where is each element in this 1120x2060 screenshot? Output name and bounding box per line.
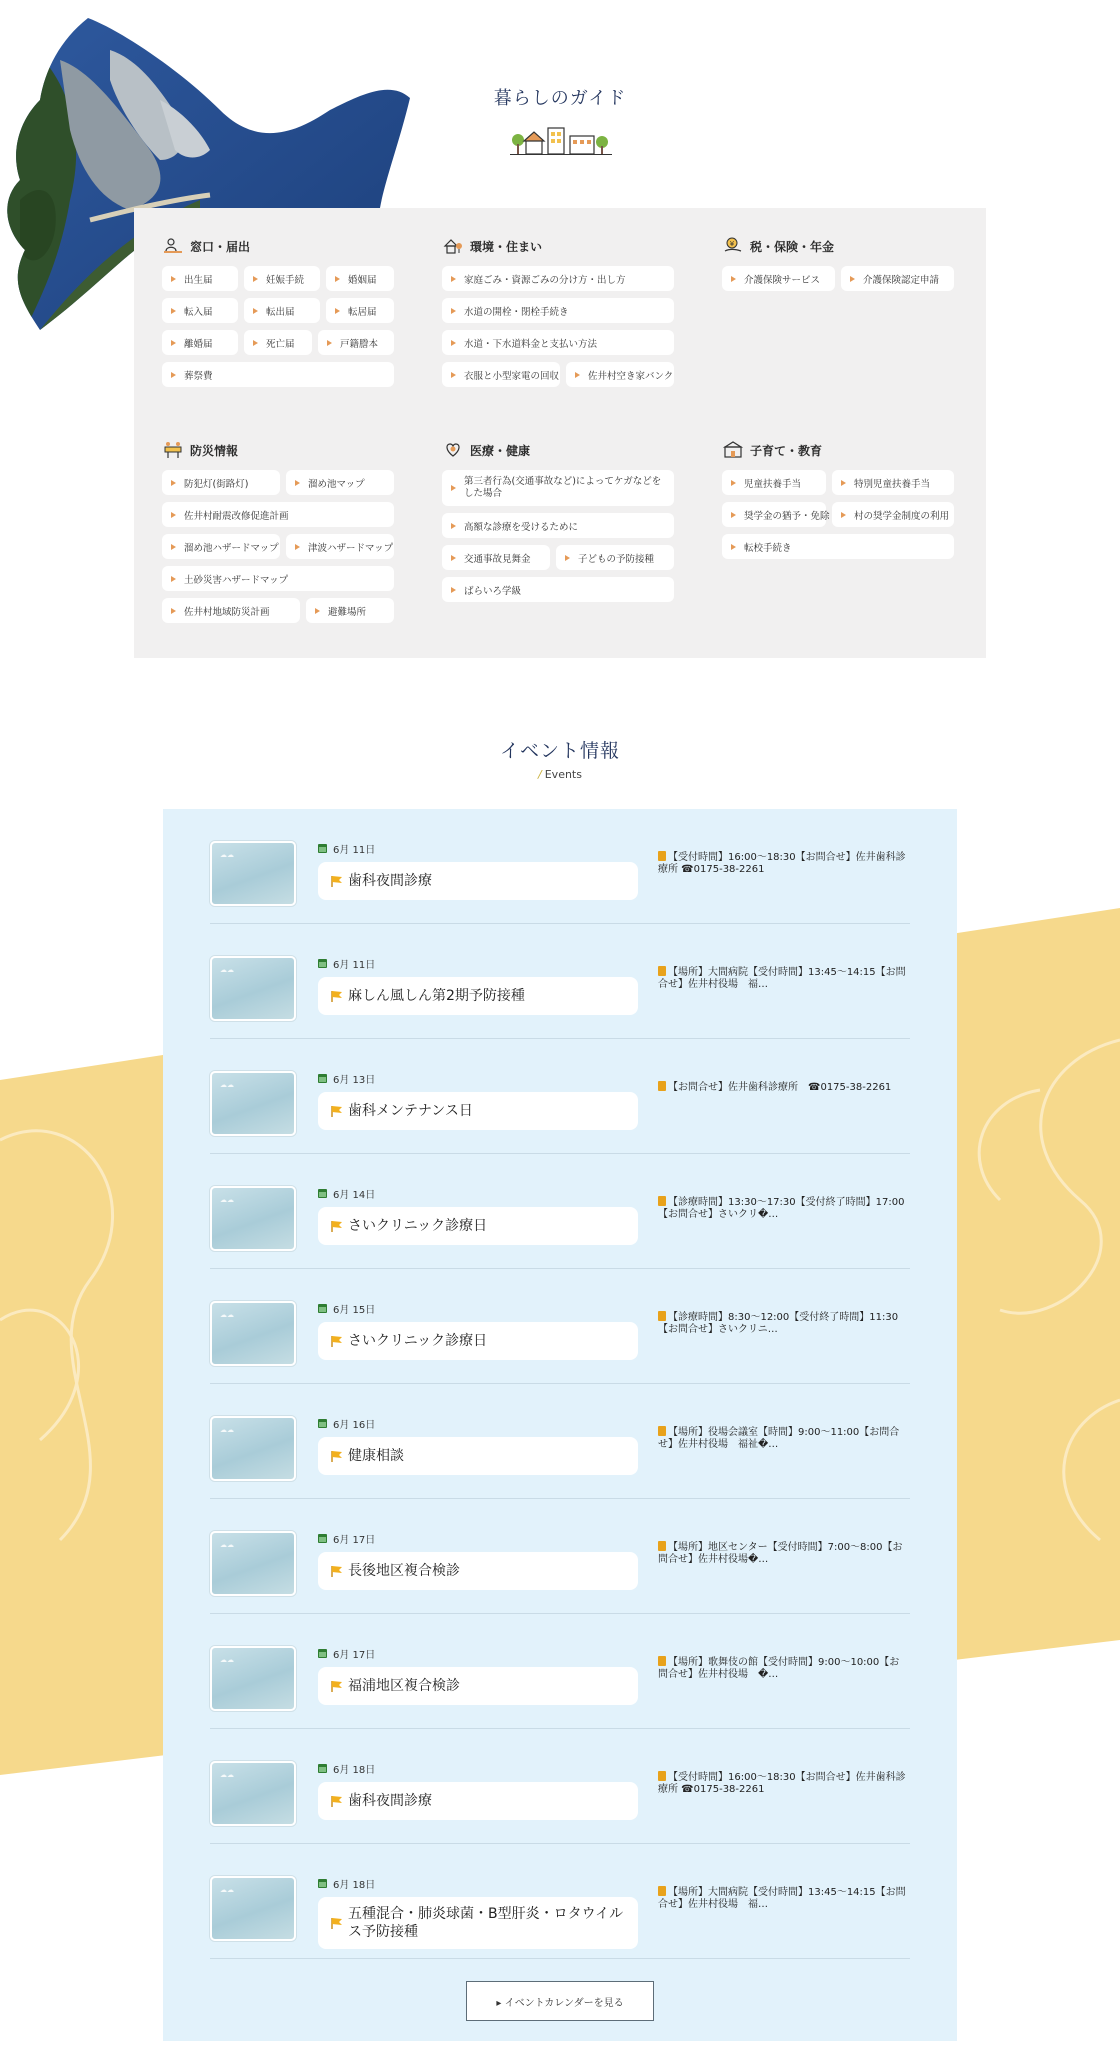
event-thumbnail-logo: ☁☁ (220, 966, 234, 974)
town-buildings-icon (510, 124, 612, 156)
event-description: 【場所】役場会議室【時間】9:00～11:00【お問合せ】佐井村役場 福祉�… (658, 1427, 900, 1450)
event-name[interactable]: 歯科メンテナンス日 (348, 1103, 473, 1119)
category-title: 医療・健康 (470, 443, 531, 458)
event-thumbnail-logo: ☁☁ (220, 1771, 234, 1779)
event-description: 【場所】歌舞伎の館【受付時間】9:00～10:00【お問合せ】佐井村役場 �… (658, 1657, 900, 1680)
event-card[interactable] (318, 1667, 638, 1705)
event-date: 6月 17日 (333, 1535, 376, 1546)
event-card[interactable] (318, 1552, 638, 1590)
event-thumbnail-logo: ☁☁ (220, 851, 234, 859)
category-window (162, 232, 394, 387)
event-card[interactable] (318, 862, 638, 900)
event-thumbnail (210, 1761, 296, 1826)
event-thumbnail (210, 956, 296, 1021)
guide-link[interactable]: 津波ハザードマップ (286, 534, 394, 559)
flag-icon (330, 989, 344, 1003)
event-row[interactable] (210, 1614, 910, 1729)
guide-title: 暮らしのガイド (493, 88, 627, 109)
guide-link[interactable]: 水道・下水道料金と支払い方法 (442, 330, 674, 355)
calendar-icon (318, 959, 327, 968)
category-environment (442, 232, 674, 387)
event-thumbnail-logo: ☁☁ (220, 1196, 234, 1204)
guide-link[interactable]: 佐井村空き家バンク (566, 362, 674, 387)
category-tax (722, 232, 954, 291)
guide-link[interactable]: 奨学金の猶予・免除 (722, 502, 826, 527)
event-name[interactable]: 麻しん風しん第2期予防接種 (348, 988, 525, 1004)
event-row[interactable] (210, 1039, 910, 1154)
event-description: 【場所】地区センター【受付時間】7:00～8:00【お問合せ】佐井村役場�… (658, 1542, 903, 1565)
guide-link[interactable]: 交通事故見舞金 (442, 545, 550, 570)
event-thumbnail (210, 1531, 296, 1596)
memo-icon (658, 1426, 666, 1436)
event-row[interactable] (210, 1154, 910, 1269)
flag-icon (330, 1449, 344, 1463)
category-title: 防災情報 (190, 443, 239, 458)
guide-link[interactable]: 死亡届 (244, 330, 312, 355)
guide-link[interactable]: 妊娠手続 (244, 266, 320, 291)
yen-hand-icon (722, 235, 744, 257)
event-description: 【診療時間】13:30～17:30【受付終了時間】17:00【お問合せ】さいクリ�… (658, 1197, 905, 1220)
event-thumbnail (210, 1416, 296, 1481)
event-thumbnail-logo: ☁☁ (220, 1081, 234, 1089)
guide-link[interactable]: 佐井村地域防災計画 (162, 598, 300, 623)
event-card[interactable] (318, 1092, 638, 1130)
guide-link[interactable]: 出生届 (162, 266, 238, 291)
flag-icon (330, 1679, 344, 1693)
event-thumbnail (210, 1646, 296, 1711)
event-thumbnail-logo: ☁☁ (220, 1311, 234, 1319)
guide-panel (134, 208, 986, 658)
flag-icon (330, 1564, 344, 1578)
event-row[interactable] (210, 809, 910, 924)
flag-icon (330, 1104, 344, 1118)
house-tree-icon (442, 235, 464, 257)
guide-link[interactable]: 高額な診療を受けるために (442, 513, 674, 538)
guide-link[interactable]: 転居届 (326, 298, 394, 323)
calendar-icon (318, 1649, 327, 1658)
barrier-icon (162, 439, 184, 461)
event-date: 6月 14日 (333, 1190, 376, 1201)
event-name[interactable]: 長後地区複合検診 (348, 1563, 460, 1579)
event-date: 6月 18日 (333, 1765, 376, 1776)
event-date: 6月 13日 (333, 1075, 376, 1086)
flag-icon (330, 874, 344, 888)
guide-link[interactable]: 児童扶養手当 (722, 470, 826, 495)
guide-link[interactable]: 婚姻届 (326, 266, 394, 291)
guide-link[interactable]: 葬祭費 (162, 362, 394, 387)
event-row[interactable] (210, 924, 910, 1039)
category-title: 子育て・教育 (750, 443, 823, 458)
event-calendar-button[interactable]: ▸ イベントカレンダーを見る (466, 1981, 654, 2021)
memo-icon (658, 1771, 666, 1781)
event-name[interactable]: さいクリニック診療日 (348, 1333, 488, 1349)
event-name[interactable]: 健康相談 (348, 1448, 404, 1464)
heart-hand-icon (442, 439, 464, 461)
event-row[interactable] (210, 1269, 910, 1384)
event-card[interactable] (318, 977, 638, 1015)
calendar-icon (318, 1534, 327, 1543)
guide-link[interactable]: 転出届 (244, 298, 320, 323)
guide-link[interactable]: 子どもの予防接種 (556, 545, 674, 570)
guide-link[interactable]: 転校手続き (722, 534, 954, 559)
calendar-icon (318, 1189, 327, 1198)
flag-icon (330, 1334, 344, 1348)
event-date: 6月 18日 (333, 1880, 376, 1891)
event-thumbnail (210, 1301, 296, 1366)
category-health (442, 436, 674, 602)
memo-icon (658, 1196, 666, 1206)
guide-link[interactable]: 溜め池マップ (286, 470, 394, 495)
event-row[interactable] (210, 1499, 910, 1614)
events-subtitle-text: Events (544, 768, 582, 781)
guide-link[interactable]: 防犯灯(街路灯) (162, 470, 280, 495)
event-description: 【受付時間】16:00～18:30【お問合せ】佐井歯科診療所 ☎0175-38-2261 (658, 1772, 906, 1795)
school-icon (722, 439, 744, 461)
guide-link[interactable]: 避難場所 (306, 598, 394, 623)
guide-link[interactable]: 第三者行為(交通事故など)によってケガなどをした場合 (442, 470, 674, 506)
memo-icon (658, 966, 666, 976)
event-date: 6月 15日 (333, 1305, 376, 1316)
guide-link[interactable]: 土砂災害ハザードマップ (162, 566, 394, 591)
flag-icon (330, 1219, 344, 1233)
memo-icon (658, 1081, 666, 1091)
event-card[interactable] (318, 1207, 638, 1245)
event-card[interactable] (318, 1322, 638, 1360)
memo-icon (658, 1541, 666, 1551)
svg-text:¥: ¥ (729, 240, 735, 248)
guide-link[interactable]: 家庭ごみ・資源ごみの分け方・出し方 (442, 266, 674, 291)
event-row[interactable] (210, 1844, 910, 1959)
memo-icon (658, 1656, 666, 1666)
event-name[interactable]: さいクリニック診療日 (348, 1218, 488, 1234)
memo-icon (658, 1311, 666, 1321)
event-thumbnail-logo: ☁☁ (220, 1886, 234, 1894)
guide-link[interactable]: 佐井村耐震改修促進計画 (162, 502, 394, 527)
event-thumbnail-logo: ☁☁ (220, 1541, 234, 1549)
event-thumbnail (210, 1876, 296, 1941)
event-thumbnail (210, 1071, 296, 1136)
event-date: 6月 16日 (333, 1420, 376, 1431)
guide-link[interactable]: 衣服と小型家電の回収 (442, 362, 560, 387)
event-thumbnail (210, 841, 296, 906)
event-card[interactable] (318, 1437, 638, 1475)
event-description: 【お問合せ】佐井歯科診療所 ☎0175-38-2261 (668, 1082, 892, 1093)
event-card[interactable] (318, 1782, 638, 1820)
event-thumbnail-logo: ☁☁ (220, 1426, 234, 1434)
event-card[interactable] (318, 1897, 638, 1949)
guide-link[interactable]: 介護保険サービス (722, 266, 835, 291)
category-disaster (162, 436, 394, 623)
event-row[interactable] (210, 1729, 910, 1844)
event-thumbnail-logo: ☁☁ (220, 1656, 234, 1664)
flag-icon (330, 1794, 344, 1808)
event-date: 6月 11日 (333, 845, 376, 856)
guide-link[interactable]: 特別児童扶養手当 (832, 470, 954, 495)
event-name[interactable]: 福浦地区複合検診 (348, 1678, 460, 1694)
guide-link[interactable]: 戸籍謄本 (318, 330, 394, 355)
event-name[interactable]: 歯科夜間診療 (348, 1793, 432, 1809)
memo-icon (658, 1886, 666, 1896)
guide-link[interactable]: 村の奨学金制度の利用 (832, 502, 954, 527)
flag-icon (330, 1916, 344, 1930)
guide-link[interactable]: 介護保険認定申請 (841, 266, 954, 291)
event-row[interactable] (210, 1384, 910, 1499)
category-title: 環境・住まい (470, 239, 543, 254)
calendar-icon (318, 1879, 327, 1888)
event-thumbnail (210, 1186, 296, 1251)
memo-icon (658, 851, 666, 861)
guide-link[interactable]: 溜め池ハザードマップ (162, 534, 280, 559)
guide-link[interactable]: 水道の開栓・閉栓手続き (442, 298, 674, 323)
event-date: 6月 17日 (333, 1650, 376, 1661)
event-name[interactable]: 歯科夜間診療 (348, 873, 432, 889)
events-title: イベント情報 (499, 740, 620, 762)
desk-person-icon (162, 235, 184, 257)
category-title: 窓口・届出 (190, 239, 251, 254)
guide-link[interactable]: 転入届 (162, 298, 238, 323)
event-date: 6月 11日 (333, 960, 376, 971)
events-panel (163, 809, 957, 2041)
category-title: 税・保険・年金 (750, 239, 835, 254)
guide-link[interactable]: ばらいろ学級 (442, 577, 674, 602)
calendar-icon (318, 1074, 327, 1083)
event-description: 【診療時間】8:30～12:00【受付終了時間】11:30【お問合せ】さいクリニ… (658, 1312, 899, 1335)
calendar-icon (318, 1419, 327, 1428)
event-description: 【場所】大間病院【受付時間】13:45～14:15【お問合せ】佐井村役場 福… (658, 967, 906, 990)
calendar-icon (318, 1304, 327, 1313)
events-subtitle: / Events (538, 768, 582, 781)
event-description: 【場所】大間病院【受付時間】13:45～14:15【お問合せ】佐井村役場 福… (658, 1887, 906, 1910)
category-childcare (722, 436, 954, 559)
guide-link[interactable]: 離婚届 (162, 330, 238, 355)
calendar-icon (318, 844, 327, 853)
calendar-icon (318, 1764, 327, 1773)
event-name[interactable]: 五種混合・肺炎球菌・B型肝炎・ロタウイルス予防接種 (348, 1906, 624, 1940)
event-description: 【受付時間】16:00～18:30【お問合せ】佐井歯科診療所 ☎0175-38-2261 (658, 852, 906, 875)
